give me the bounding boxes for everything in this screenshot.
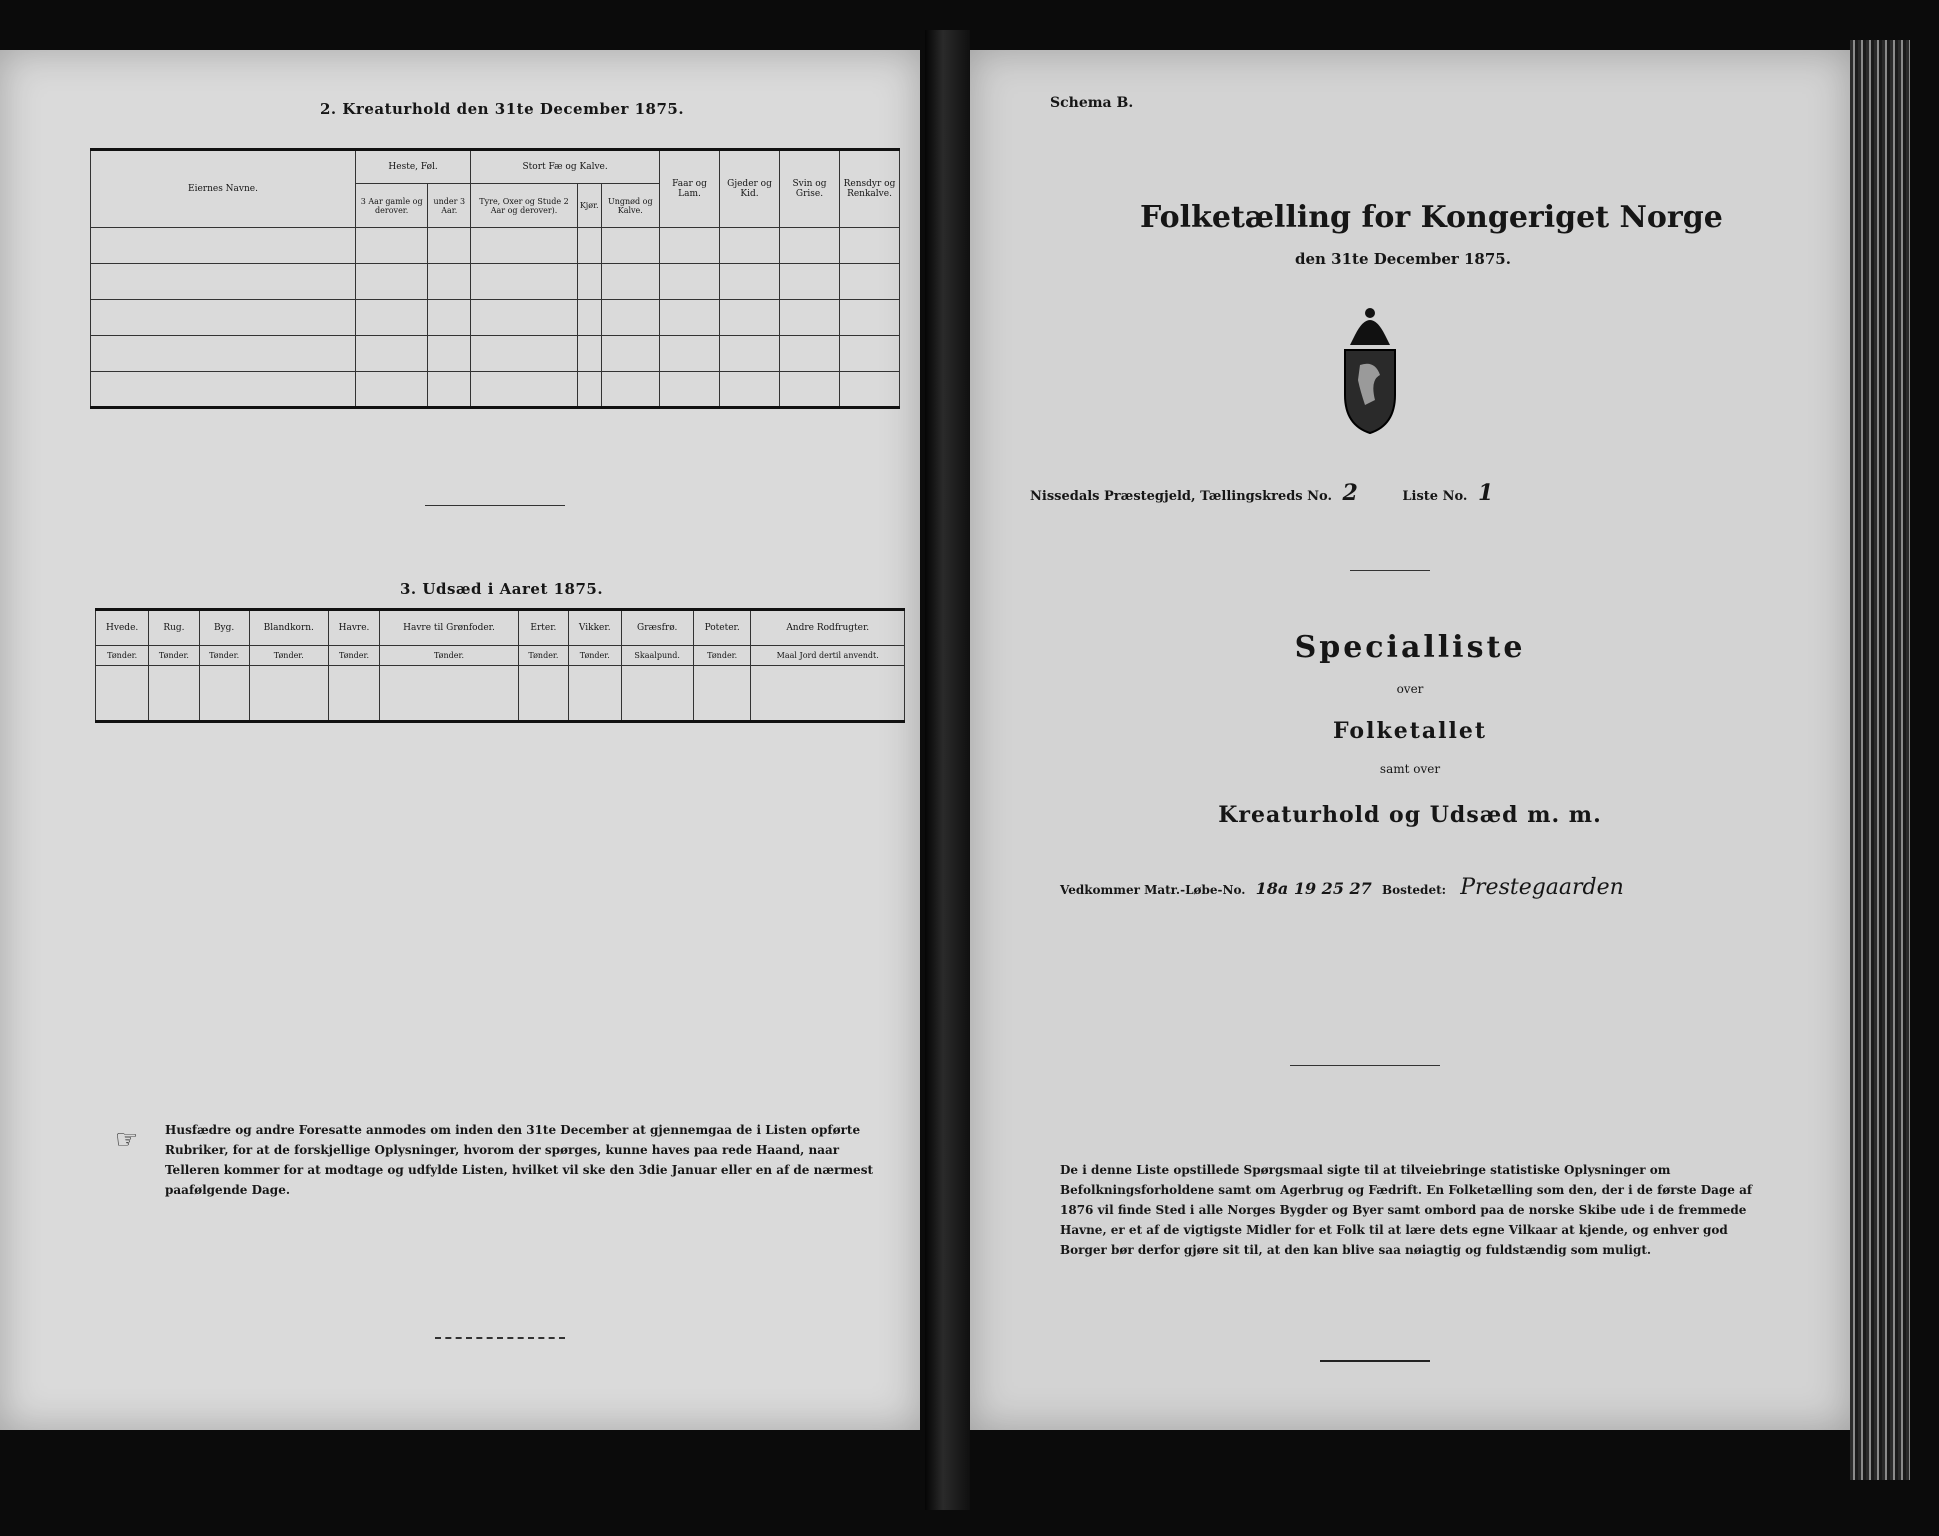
- coat-of-arms-icon: [1330, 305, 1410, 435]
- sub-heste-old: 3 Aar gamle og derover.: [356, 184, 428, 228]
- kreds-number: 2: [1342, 480, 1358, 506]
- liste-number: 1: [1477, 480, 1494, 506]
- specialliste-heading: Specialliste: [1294, 630, 1526, 665]
- col-name: Hvede.: [96, 610, 149, 646]
- divider: [425, 505, 565, 506]
- col-name: Havre.: [328, 610, 379, 646]
- table-row: [91, 336, 900, 372]
- col-name: Byg.: [199, 610, 249, 646]
- table-row: [91, 264, 900, 300]
- col-svin: Svin og Grise.: [780, 150, 840, 228]
- sub-tyre: Tyre, Oxer og Stude 2 Aar og derover).: [471, 184, 578, 228]
- kreaturhold-heading: Kreaturhold og Udsæd m. m.: [1218, 802, 1602, 828]
- liste-prefix: Liste No.: [1402, 489, 1468, 504]
- folketallet-heading: Folketallet: [1333, 718, 1487, 744]
- over-text: over: [1396, 682, 1424, 696]
- divider: [1320, 1360, 1430, 1362]
- col-stort-fae: Stort Fæ og Kalve.: [471, 150, 660, 184]
- sub-kjor: Kjør.: [577, 184, 601, 228]
- kreaturhold-table: [90, 148, 900, 409]
- owner-column-header: Eiernes Navne.: [91, 150, 356, 228]
- sub-heste-young: under 3 Aar.: [428, 184, 471, 228]
- col-heste: Heste, Føl.: [356, 150, 471, 184]
- bostedet-value: Prestegaarden: [1460, 875, 1624, 900]
- col-faar: Faar og Lam.: [660, 150, 720, 228]
- instructions-notice: Husfædre og andre Foresatte anmodes om inden den 31te December at gjennemgaa de i Listen opførte Rubriker, for at de forskjellige Oplysninger, hvorom der spørges, kunne haves paa rede Haand, naar Telleren kommer for at modtage og udfylde Listen, hvilket vil ske den 3die Januar eller en af de nærmest paafølgende Dage.: [165, 1123, 873, 1197]
- left-page: [0, 50, 920, 1430]
- kreaturhold-title: 2. Kreaturhold den 31te December 1875.: [320, 100, 685, 118]
- census-title: Folketælling for Kongeriget Norge: [1140, 200, 1723, 235]
- pointing-hand-icon: ☞: [115, 1125, 139, 1155]
- page-edges: [1850, 40, 1910, 1480]
- samt-over-text: samt over: [1379, 762, 1441, 776]
- col-rensdyr: Rensdyr og Renkalve.: [840, 150, 900, 228]
- udsaed-title: 3. Udsæd i Aaret 1875.: [400, 580, 604, 598]
- col-name: Erter.: [518, 610, 568, 646]
- right-page: [970, 50, 1850, 1430]
- udsaed-table: [95, 608, 905, 723]
- book-spine: [925, 30, 970, 1510]
- table-row: [96, 666, 905, 722]
- sub-ungnod: Ungnød og Kalve.: [601, 184, 659, 228]
- col-unit: Tønder.: [96, 646, 149, 666]
- col-unit: Skaalpund.: [621, 646, 693, 666]
- col-name: Græsfrø.: [621, 610, 693, 646]
- col-unit: Maal Jord dertil anvendt.: [751, 646, 905, 666]
- census-date: den 31te December 1875.: [1295, 250, 1511, 268]
- col-unit: Tønder.: [249, 646, 328, 666]
- col-unit: Tønder.: [149, 646, 199, 666]
- table-row: [91, 228, 900, 264]
- table-row: [91, 372, 900, 408]
- divider: [435, 1337, 565, 1339]
- divider: [1350, 570, 1430, 571]
- bostedet-prefix: Bostedet:: [1381, 883, 1447, 897]
- schema-label: Schema B.: [1050, 95, 1134, 111]
- col-name: Andre Rodfrugter.: [751, 610, 905, 646]
- matr-prefix: Vedkommer Matr.-Løbe-No.: [1060, 883, 1246, 897]
- col-name: Blandkorn.: [249, 610, 328, 646]
- col-gjeder: Gjeder og Kid.: [720, 150, 780, 228]
- col-unit: Tønder.: [693, 646, 751, 666]
- col-name: Vikker.: [569, 610, 622, 646]
- location-line: [1030, 480, 1810, 506]
- matr-line: [1060, 875, 1624, 900]
- col-unit: Tønder.: [328, 646, 379, 666]
- divider: [1290, 1065, 1440, 1066]
- col-name: Poteter.: [693, 610, 751, 646]
- census-explanation: De i denne Liste opstillede Spørgsmaal sigte til at tilveiebringe statistiske Oplysninger om Befolkningsforholdene samt om Agerbrug og Fædrift. En Folketælling som den, der i de første Dage af 1876 vil finde Sted i alle Norges Bygder og Byer samt ombord paa de norske Skibe ude i de fremmede Havne, er et af de vigtigste Midler for et Folk til at lære dets egne Vilkaar at kjende, og enhver god Borger bør derfor gjøre sit til, at den kan blive saa nøiagtig og fuldstændig som muligt.: [1060, 1163, 1753, 1257]
- table-row: [91, 300, 900, 336]
- col-unit: Tønder.: [199, 646, 249, 666]
- col-name: Rug.: [149, 610, 199, 646]
- col-unit: Tønder.: [380, 646, 519, 666]
- col-name: Havre til Grønfoder.: [380, 610, 519, 646]
- col-unit: Tønder.: [518, 646, 568, 666]
- matr-value: 18a 19 25 27: [1255, 879, 1372, 898]
- col-unit: Tønder.: [569, 646, 622, 666]
- location-prefix: Nissedals Præstegjeld, Tællingskreds No.: [1030, 489, 1332, 504]
